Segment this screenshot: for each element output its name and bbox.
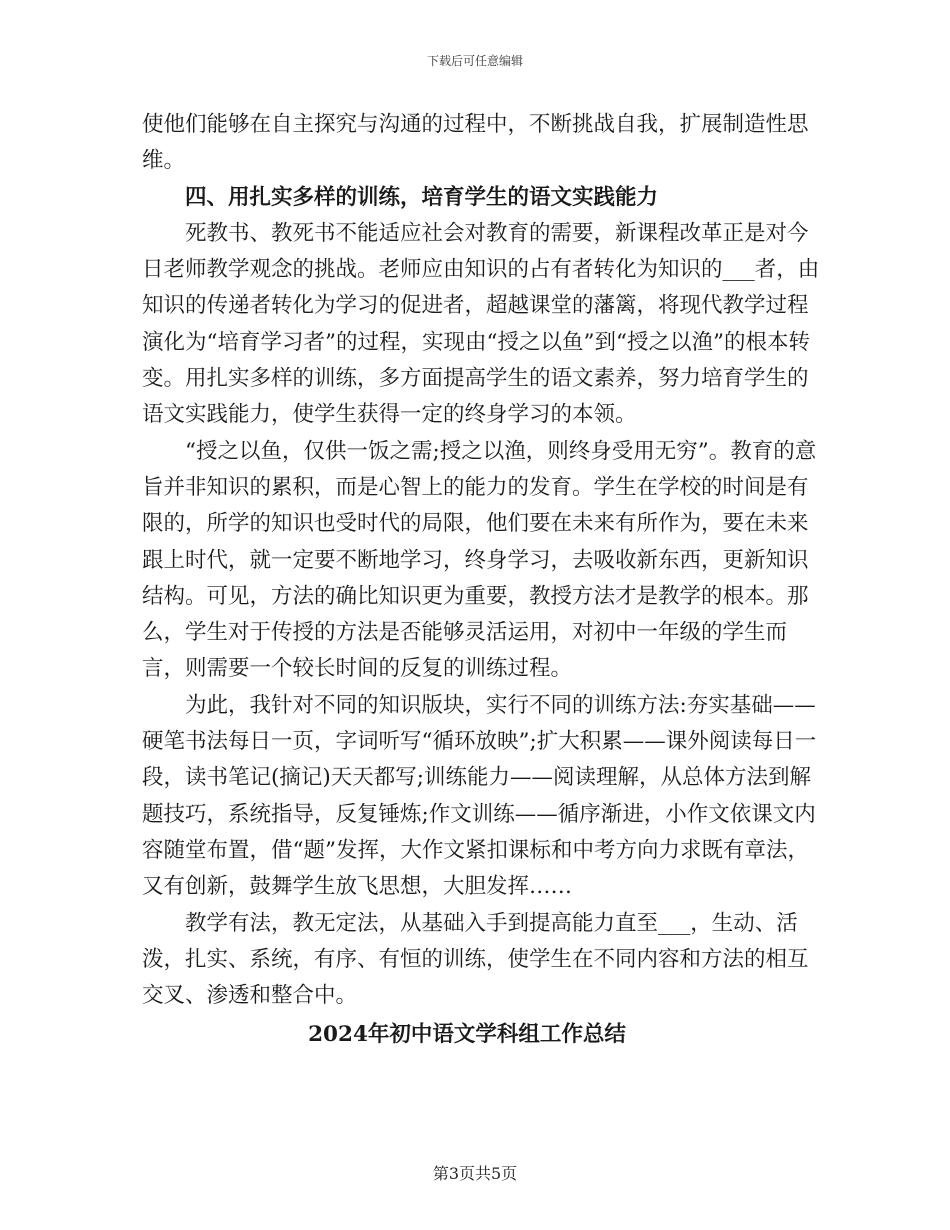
paragraph-training-methods: 为此，我针对不同的知识版块，实行不同的训练方法:夯实基础——硬笔书法每日一页，字词听写“循环放映”;扩大积累——课外阅读每日一段，读书笔记(摘记)天天都写;训练能力——阅读理解，从总体方法到解题技巧，系统指导，反复锤炼;作文训练——循序渐进，小作文依课文内容随堂布置，借“题”发挥，大作文紧扣课标和中考方向力求既有章法，又有创新，鼓舞学生放飞思想，大胆发挥……: [142, 692, 817, 900]
document-body: [142, 107, 822, 1054]
page-number: 第3页共5页: [432, 1164, 518, 1183]
paragraph-training-intro: 死教书、教死书不能适应社会对教育的需要，新课程改革正是对今日老师教学观念的挑战。老师应由知识的占有者转化为知识的___者，由知识的传递者转化为学习的促进者，超越课堂的藩篱，将现代教学过程演化为“培育学习者”的过程，实现由“授之以鱼”到“授之以渔”的根本转变。用扎实多样的训练，多方面提高学生的语文素养，努力培育学生的语文实践能力，使学生获得一定的终身学习的本领。: [142, 220, 820, 428]
section-heading-four: 四、用扎实多样的训练，培育学生的语文实践能力: [185, 184, 659, 210]
paragraph-continued: 使他们能够在自主探究与沟通的过程中，不断挑战自我，扩展制造性思维。: [142, 112, 809, 174]
paragraph-teaching-conclusion: 教学有法，教无定法，从基础入手到提高能力直至___，生动、活泼，扎实、系统，有序、有恒的训练，使学生在不同内容和方法的相互交叉、渗透和整合中。: [142, 910, 809, 1009]
page-header: 下载后可任意编辑: [426, 54, 523, 68]
document-title: 2024年初中语文学科组工作总结: [308, 1022, 626, 1048]
paragraph-teach-fishing: “授之以鱼，仅供一饭之需;授之以渔，则终身受用无穷”。教育的意旨并非知识的累积，而是心智上的能力的发育。学生在学校的时间是有限的，所学的知识也受时代的局限，他们要在未来有所作为，要在未来跟上时代，就一定要不断地学习，终身学习，去吸收新东西，更新知识结构。可见，方法的确比知识更为重要，教授方法才是教学的根本。那么，学生对于传授的方法是否能够灵活运用，对初中一年级的学生而言，则需要一个较长时间的反复的训练过程。: [142, 438, 817, 682]
